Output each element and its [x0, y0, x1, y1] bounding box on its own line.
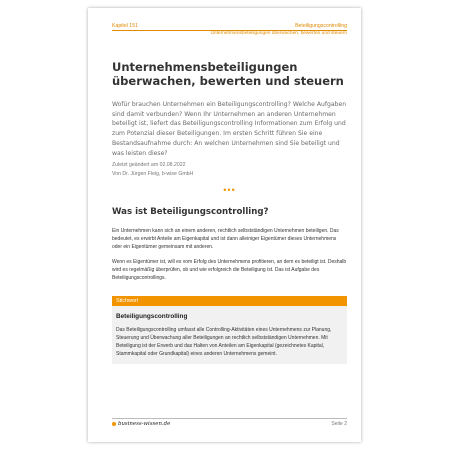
updated-date: Zuletzt geändert am 02.08.2022	[112, 162, 186, 169]
site-logo[interactable]	[112, 421, 170, 427]
header-topic: Beteiligungscontrolling	[295, 23, 347, 29]
site-logo-text: business-wissen.de	[118, 421, 171, 427]
page-title: Unternehmensbeteiligungen überwachen, bewerten und steuern	[112, 60, 344, 88]
article-meta	[112, 161, 347, 178]
section-heading: Was ist Beteiligungscontrolling?	[112, 207, 269, 218]
definition-text: Das Beteiligungscontrolling umfasst alle Controlling-Aktivitäten eines Unternehmens zur Planung, Steuerung und Überwachung aller Beteiligungen an rechtlich selbstständigen Unternehmen. Mit Beteiligung ist der Erwerb und das Halten von Anteilen am Eigenkapital (gezeichnetes Kapital, Stammkapital oder Grundkapital) eines anderen Unternehmens gemeint.	[116, 327, 332, 358]
page-footer	[112, 421, 347, 427]
body-paragraph-2: Wenn es Eigentümer ist, will es vom Erfolg des Unternehmens profitieren, an dem es beteiligt ist. Deshalb wird es regelmäßig überprüfen, ob und wie erfolgreich die Beteiligung ist. Das ist Aufgabe des Beteiligungscontrollings.	[112, 259, 347, 282]
page-number: Seite 2	[331, 421, 347, 427]
definition-box-label: Stichwort	[112, 296, 347, 306]
header-subtitle: Unternehmensbeteiligungen überwachen, bewerten und steuern	[210, 31, 347, 36]
author-line: Von Dr. Jürgen Fleig, b-wise GmbH	[112, 170, 194, 177]
definition-box	[112, 296, 347, 364]
body-paragraph-1: Ein Unternehmen kann sich an einem anderen, rechtlich selbstständigen Unternehmen beteiligen. Das bedeutet, es erwirbt Anteile am Eigenkapital und ist dann alleiniger Eigentümer dieses Unternehmens oder ein Eigentümer gemeinsam mit anderen.	[112, 228, 339, 251]
intro-paragraph: Wofür brauchen Unternehmen ein Beteiligungscontrolling? Welche Aufgaben sind damit verbunden? Wenn Ihr Unternehmen an anderen Unternehmen beteiligt ist, liefert das Beteiligungscontrolling Informationen zum Erfolg und zum Potenzial dieser Beteiligungen. Im ersten Schritt führen Sie eine Bestandsaufnahme durch: An welchen Unternehmen sind Sie beteiligt und was leisten diese?	[112, 101, 347, 157]
running-header	[112, 23, 347, 29]
footer-rule	[112, 418, 347, 419]
logo-dot-icon	[112, 422, 116, 426]
section-divider: •••	[223, 185, 236, 196]
definition-title: Beteiligungscontrolling	[116, 313, 188, 321]
document-page	[88, 8, 361, 442]
chapter-label: Kapitel 151	[112, 23, 138, 29]
